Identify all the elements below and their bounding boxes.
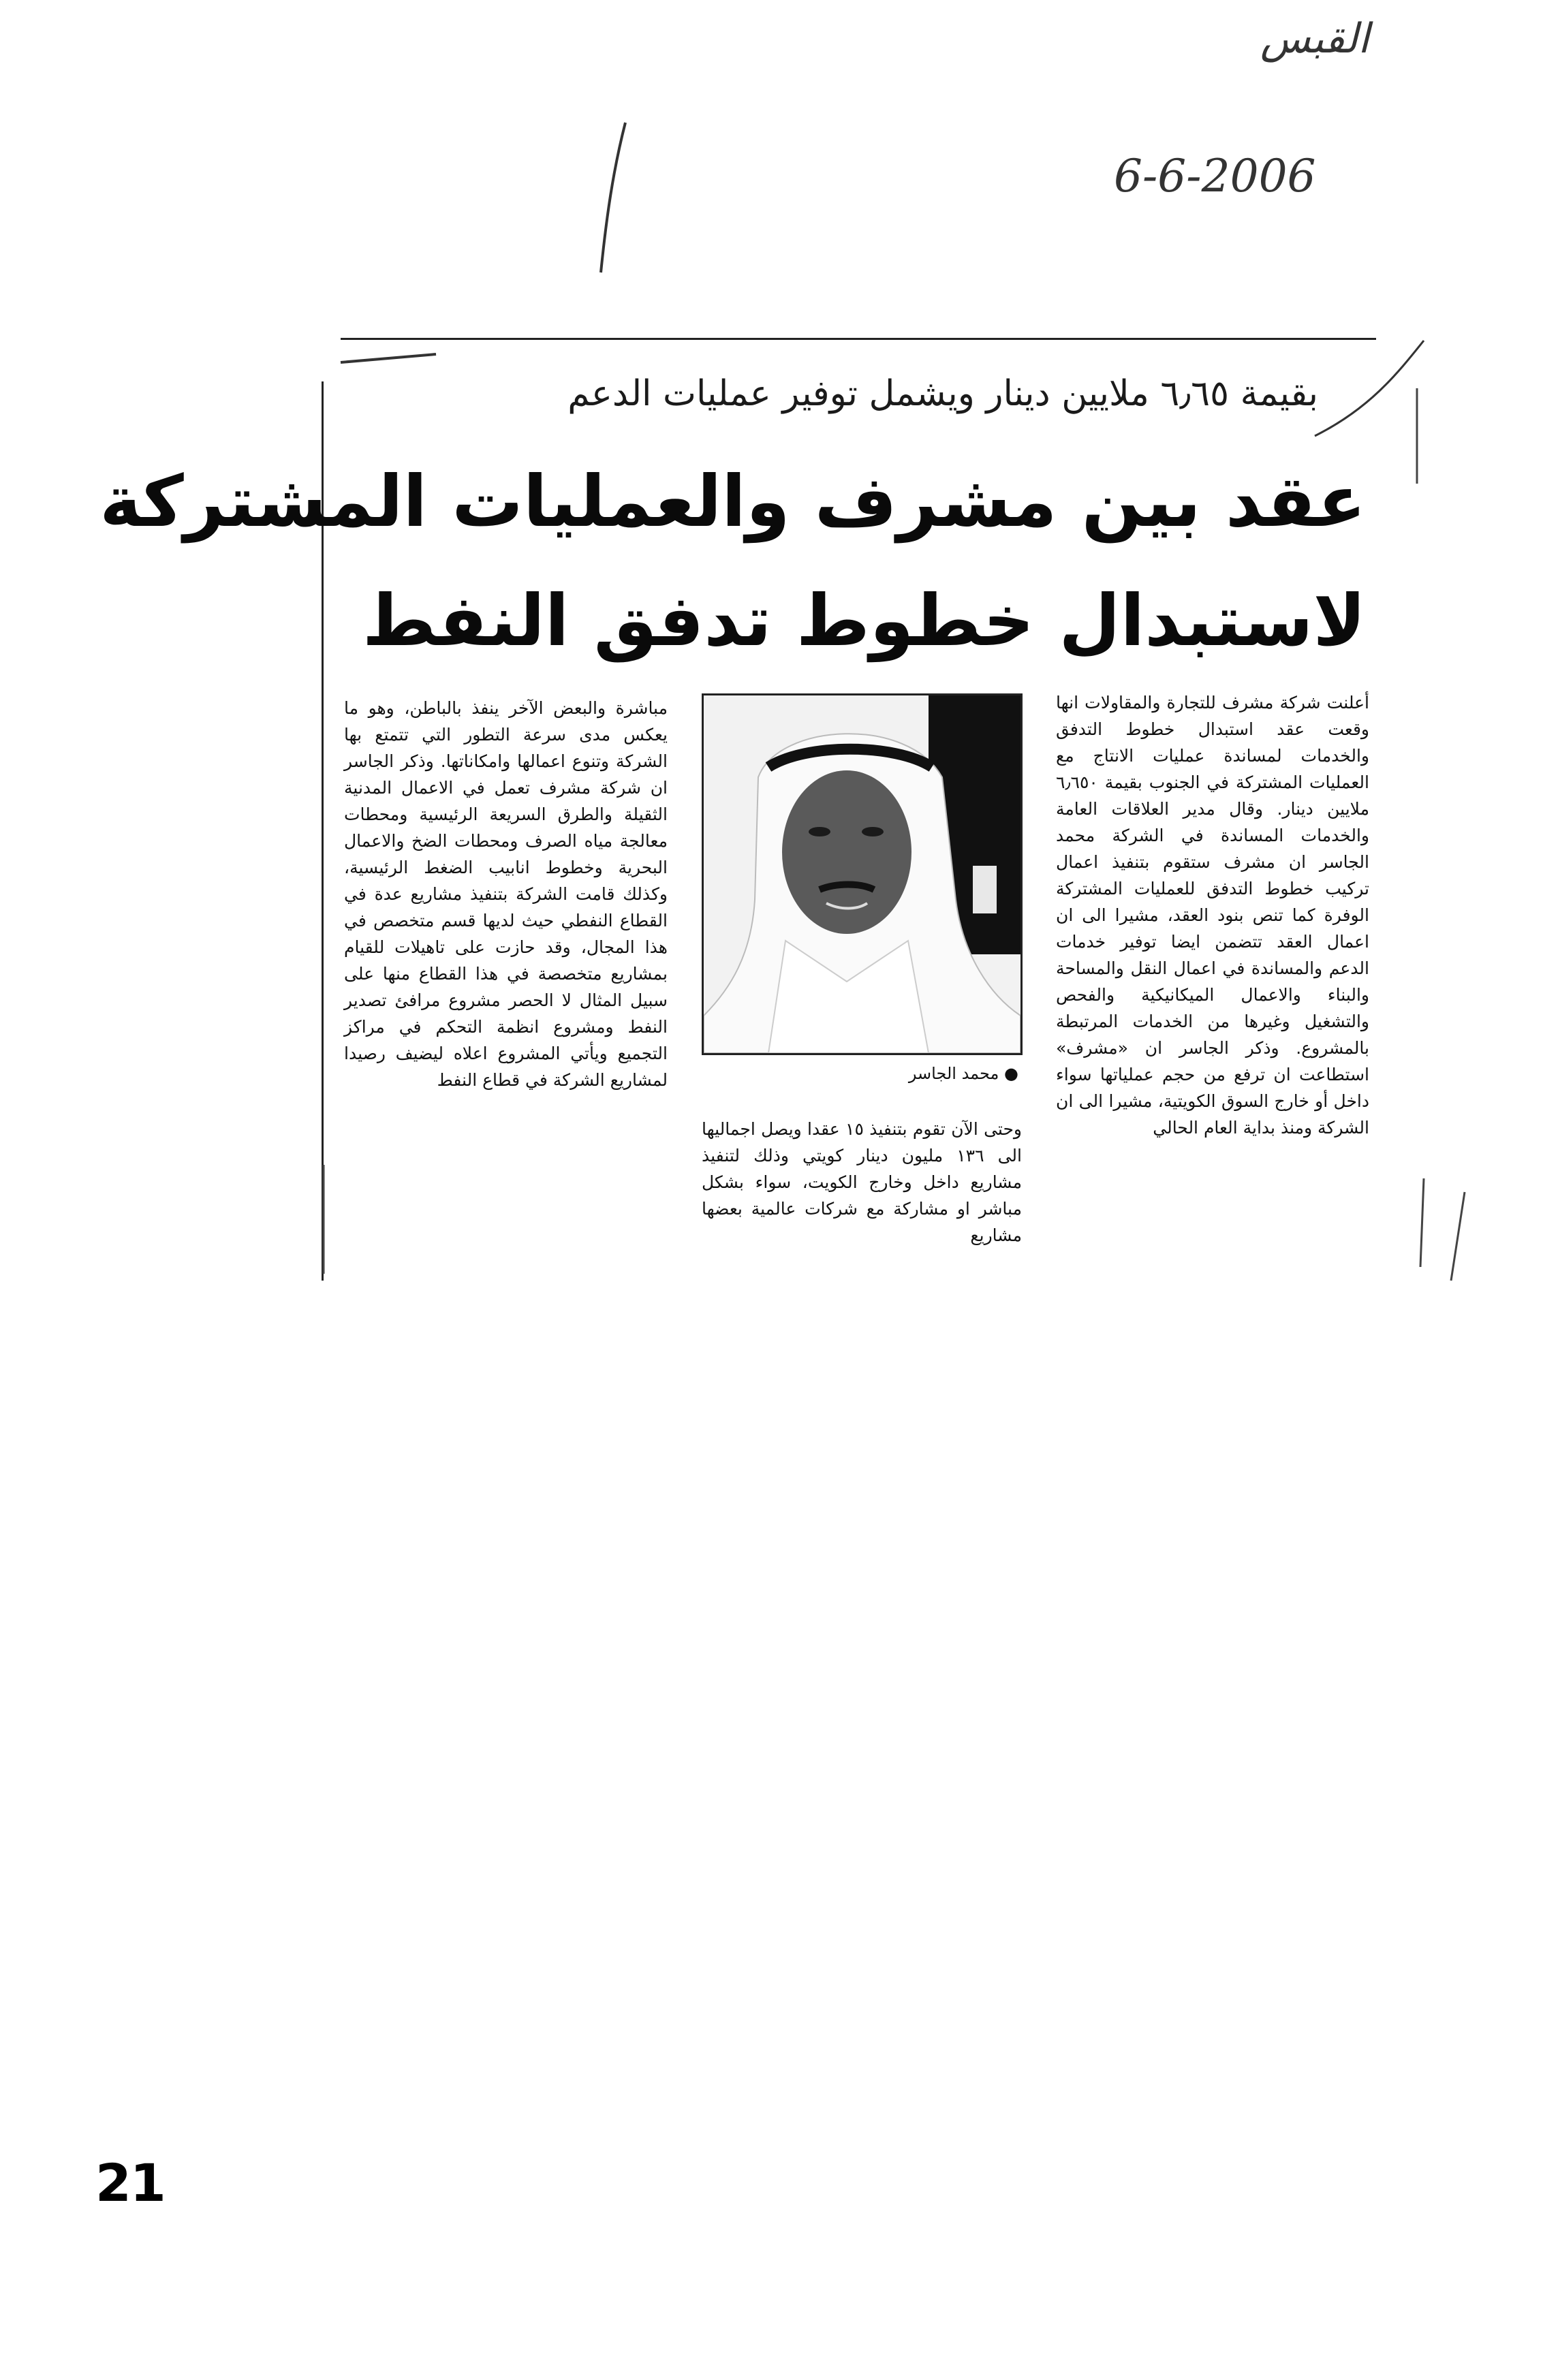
margin-bracket-marks <box>1403 381 1485 1294</box>
handwritten-date: 6-6-2006 <box>1114 150 1316 202</box>
column-middle <box>702 1116 1022 1279</box>
portrait-illustration <box>704 695 1020 1053</box>
article-kicker: بقيمة ٦٫٦٥ ملايين دينار ويشمل توفير عمليات الدعم <box>567 373 1318 414</box>
pen-stroke-mark <box>593 116 634 279</box>
page-number: 21 <box>95 2152 165 2213</box>
portrait-photo <box>702 693 1023 1055</box>
column-right <box>1056 689 1369 1275</box>
column-left <box>344 695 668 1281</box>
photo-caption <box>831 1064 1018 1083</box>
photo-caption-text: محمد الجاسر <box>908 1064 999 1083</box>
headline-line-2: لاستبدال خطوط تدفق النفط <box>362 579 1366 662</box>
headline-line-1: عقد بين مشرف والعمليات المشتركة <box>99 460 1366 543</box>
bullet-icon: ● <box>1004 1064 1018 1083</box>
column-right-text: أعلنت شركة مشرف للتجارة والمقاولات انها وقعت عقد استبدال خطوط التدفق والخدمات لمساندة عمليات الانتاج مع العمليات المشتركة في الجنوب بقيمة ٦٫٦٥٠ ملايين دينار. وقال مدير العلاقات العامة والخدمات المساندة في الشركة محمد الجاسر ان مشرف ستقوم بتنفيذ اعمال تركيب خطوط التدفق للعمليات المشتركة الوفرة كما تنص بنود العقد، مشيرا الى ان اعمال العقد تتضمن ايضا توفير خدمات الدعم والمساندة في اعمال النقل والمساحة والبناء والاعمال الميكانيكية والفحص والتشغيل وغيرها من الخدمات المرتبطة بالمشروع. وذكر الجاسر ان «مشرف» استطاعت ان ترفع من حجم عملياتها سواء داخل أو خارج السوق الكويتية، مشيرا الى ان الشركة ومنذ بداية العام الحالي <box>1056 693 1369 1138</box>
column-left-text: مباشرة والبعض الآخر ينفذ بالباطن، وهو ما يعكس مدى سرعة التطور التي تتمتع بها الشركة وتنوع اعمالها وامكاناتها. وذكر الجاسر ان شركة مشرف تعمل في الاعمال المدنية الثقيلة والطرق السريعة الرئيسية ومحطات معالجة مياه الصرف ومحطات الضخ والاعمال البحرية وخطوط انابيب الضغط الرئيسية، وكذلك قامت الشركة بتنفيذ مشاريع عدة في القطاع النفطي حيث لديها قسم متخصص في هذا المجال، وقد حازت على تاهيلات للقيام بمشاريع متخصصة في هذا القطاع منها على سبيل المثال لا الحصر مشروع مرافئ تصدير النفط ومشروع انظمة التحكم في مراكز التجميع ويأتي المشروع اعلاه ليضيف رصيدا لمشاريع الشركة في قطاع النفط <box>344 698 668 1090</box>
column-middle-text: وحتى الآن تقوم بتنفيذ ١٥ عقدا ويصل اجماليها الى ١٣٦ مليون دينار كويتي وذلك لتنفيذ مشاريع داخل وخارج الكويت، سواء بشكل مباشر او مشاركة مع شركات عالمية بعضها مشاريع <box>702 1119 1022 1245</box>
margin-bracket-left <box>310 1158 330 1281</box>
handwritten-source: القبس <box>1260 15 1369 63</box>
